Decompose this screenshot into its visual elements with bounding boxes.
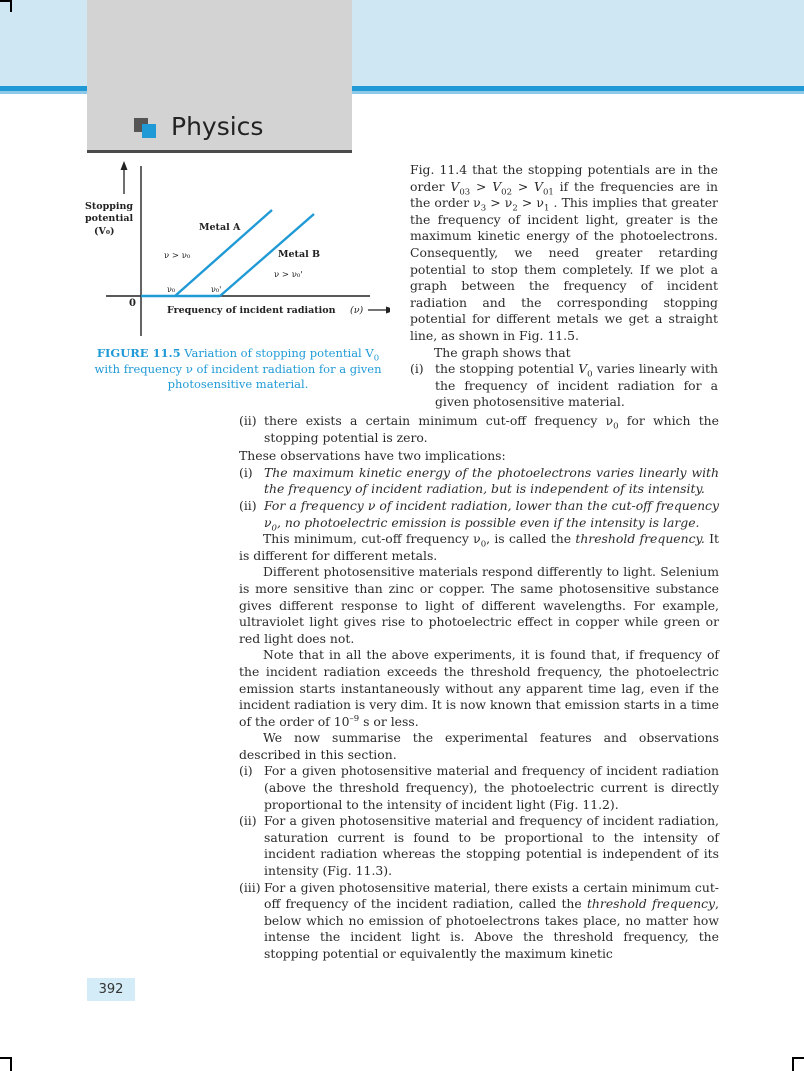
section-logo-icon bbox=[142, 124, 156, 138]
x-axis-symbol: (ν) bbox=[350, 305, 364, 316]
list-item: (ii) For a given photosensitive material and frequency of incident radiation, saturation current is found to be proportional to the intensity of incident radiation whereas the stopping potential is independent of its intensity (Fig. 11.3). bbox=[239, 813, 719, 879]
paragraph-stopping-order: Fig. 11.4 that the stopping potentials are in the order $V_{03} > V_{02} > V_{01}$ if the frequencies are in the order $\nu_3 > \nu_2 > \nu_1$ . This implies that greater the frequency of incident light, greater is the maximum kinetic energy of the photoelectrons. Consequently, we need greater retarding potential to stop them completely. If we plot a graph between the frequency of incident radiation and the corresponding stopping potential for different metals we get a straight line, as shown in Fig. 11.5. bbox=[410, 162, 719, 343]
list-item: (i) the stopping potential $V_0$ varies linearly with the frequency of incident radiation for a given photosensitive material. bbox=[410, 361, 718, 410]
x-axis-arrowhead bbox=[386, 307, 390, 314]
paragraph-threshold: This minimum, cut-off frequency $\nu_0$, is called the threshold frequency. It is different for different metals. bbox=[239, 531, 720, 563]
figure-graph bbox=[80, 158, 390, 343]
y-axis-label-line2: potential bbox=[85, 213, 134, 224]
crop-mark bbox=[10, 1057, 12, 1071]
figure-caption: FIGURE 11.5 Variation of stopping potential $V_0$ with frequency ν of incident radiation for a given photosensitive material. bbox=[94, 346, 382, 391]
y-axis-label-line1: Stopping bbox=[85, 201, 134, 212]
main-body-text bbox=[239, 413, 719, 963]
list-item: (ii) For a frequency ν of incident radiation, lower than the cut-off frequency $\nu_0$, no photoelectric emission is possible even if the intensity is large. bbox=[239, 497, 719, 534]
paragraph-materials: Different photosensitive materials respond differently to light. Selenium is more sensitive than zinc or copper. The same photosensitive substance gives different response to light of different wavelengths. For example, ultraviolet light gives rise to photoelectric effect in copper while green or red light does not. bbox=[239, 564, 719, 646]
list-item: (ii) there exists a certain minimum cut-off frequency $\nu_0$ for which the stopping potential is zero. bbox=[239, 413, 719, 445]
threshold-label-a: ν₀ bbox=[167, 285, 176, 294]
paragraph-summary: We now summarise the experimental features and observations described in this section. bbox=[239, 730, 719, 762]
list-item: (i) For a given photosensitive material and frequency of incident radiation (above the threshold frequency), the photoelectric current is directly proportional to the intensity of incident light (Fig. 11.2). bbox=[239, 763, 719, 812]
page-number: 392 bbox=[87, 978, 135, 1001]
list-item: (i) The maximum kinetic energy of the photoelectrons varies linearly with the frequency of incident radiation, but is independent of its intensity. bbox=[239, 464, 719, 497]
condition-metal-a: ν > ν₀ bbox=[164, 251, 191, 261]
figure-label: FIGURE 11.5 bbox=[96, 346, 181, 360]
x-axis-label: Frequency of incident radiation bbox=[167, 305, 336, 316]
threshold-label-b: ν₀' bbox=[211, 285, 222, 294]
y-axis-arrowhead bbox=[121, 161, 128, 170]
paragraph-instantaneous: Note that in all the above experiments, it is found that, if frequency of the incident radiation exceeds the threshold frequency, the photoelectric emission starts instantaneously without any apparent time lag, even if the incident radiation is very dim. It is now known that emission starts in a time of the order of $10^{-9}$ s or less. bbox=[239, 647, 719, 729]
origin-label: 0 bbox=[129, 298, 136, 309]
list-item: (iii) For a given photosensitive material, there exists a certain minimum cut-off frequency of the incident radiation, called the threshold frequency, below which no emission of photoelectrons takes place, no matter how intense the incident light is. Above the threshold frequency, the stopping potential or equivalently the maximum kinetic bbox=[239, 879, 719, 961]
crop-mark bbox=[792, 1057, 794, 1071]
y-axis-label-line3: (V₀) bbox=[94, 226, 115, 237]
section-header-rule bbox=[87, 150, 352, 153]
condition-metal-b: ν > ν₀' bbox=[274, 270, 303, 280]
paragraph-graph-shows: The graph shows that bbox=[434, 344, 571, 360]
right-column-text bbox=[410, 162, 718, 361]
section-title: Physics bbox=[171, 112, 264, 141]
metal-b-label: Metal B bbox=[278, 249, 321, 260]
paragraph-implications: These observations have two implications: bbox=[239, 448, 506, 464]
metal-a-label: Metal A bbox=[199, 222, 241, 233]
crop-mark bbox=[10, 0, 12, 12]
